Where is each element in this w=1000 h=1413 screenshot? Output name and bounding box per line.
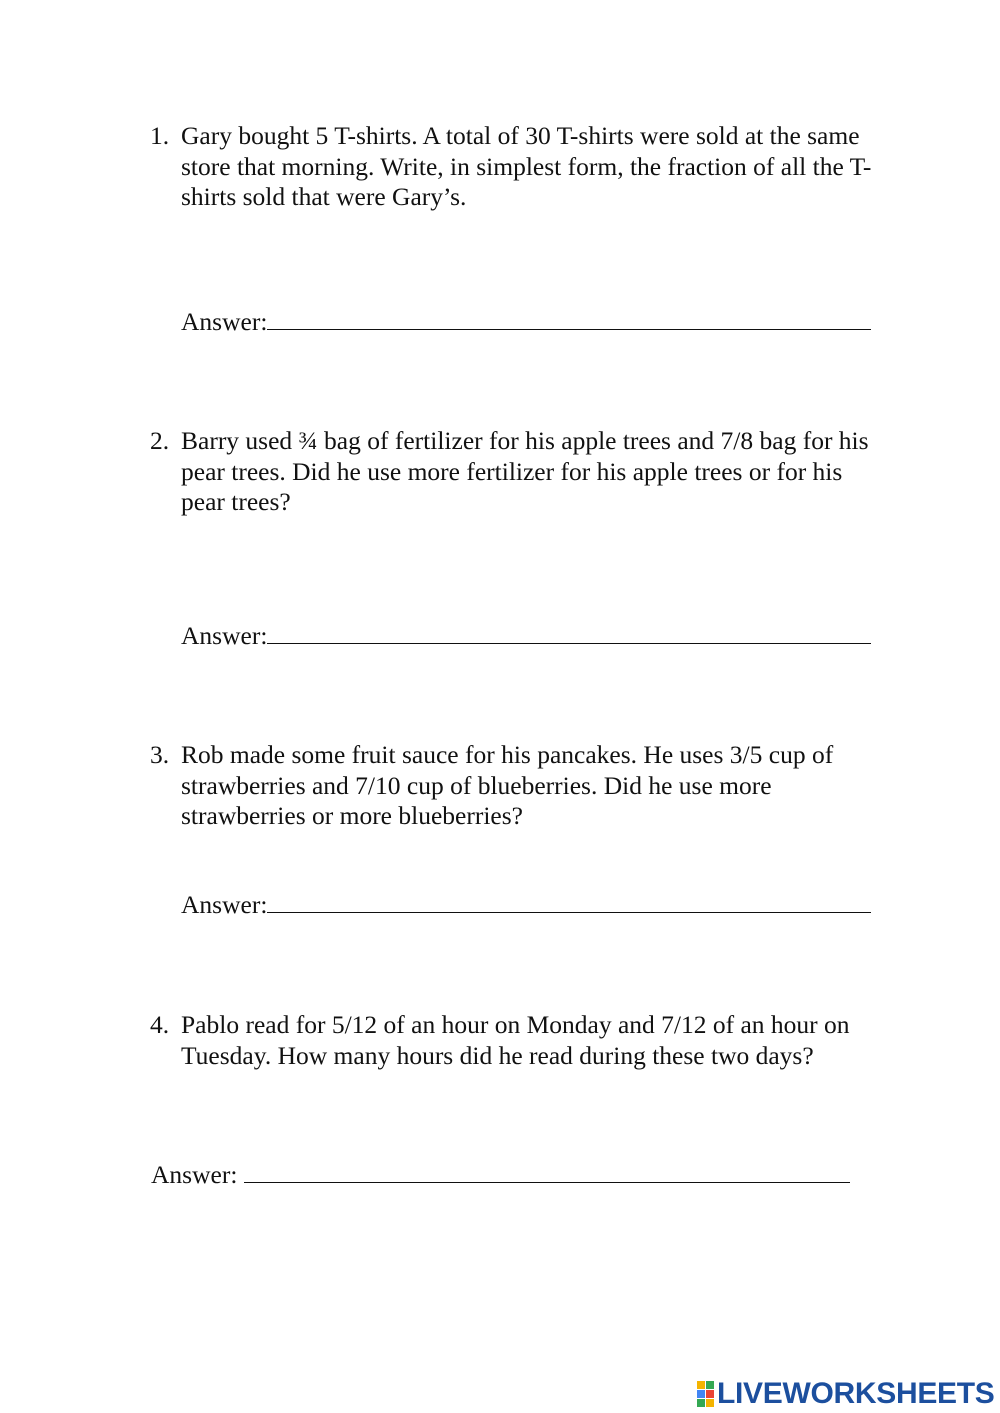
answer-label: Answer: xyxy=(181,307,268,336)
liveworksheets-logo xyxy=(697,1378,995,1410)
answer-row-2 xyxy=(181,621,871,651)
answer-field-4[interactable] xyxy=(244,1160,850,1183)
question-text: Barry used ¾ bag of fertilizer for his apple trees and 7/8 bag for his pear trees. Did he use more fertilizer for his apple trees or for his pear trees? xyxy=(181,426,869,516)
answer-label: Answer: xyxy=(151,1160,244,1189)
logo-tile xyxy=(706,1399,714,1407)
logo-tile xyxy=(697,1390,705,1398)
answer-label: Answer: xyxy=(181,621,268,650)
logo-tile xyxy=(706,1390,714,1398)
question-text: Pablo read for 5/12 of an hour on Monday and 7/12 of an hour on Tuesday. How many hours did he read during these two days? xyxy=(181,1010,850,1070)
question-text: Rob made some fruit sauce for his pancakes. He uses 3/5 cup of strawberries and 7/10 cup of blueberries. Did he use more strawberries or more blueberries? xyxy=(181,740,834,830)
answer-label: Answer: xyxy=(181,890,268,919)
logo-tile xyxy=(697,1399,705,1407)
answer-row-1 xyxy=(181,307,871,337)
logo-wordmark: LIVEWORKSHEETS xyxy=(717,1377,995,1410)
logo-tile xyxy=(697,1381,705,1389)
logo-tile xyxy=(706,1381,714,1389)
answer-field-3[interactable] xyxy=(267,890,871,913)
answer-row-4 xyxy=(151,1160,850,1190)
answer-row-3 xyxy=(181,890,871,920)
question-number: 1. xyxy=(150,121,170,150)
answer-field-1[interactable] xyxy=(267,307,871,330)
question-number: 4. xyxy=(150,1010,170,1039)
question-2 xyxy=(150,426,880,518)
question-text: Gary bought 5 T-shirts. A total of 30 T-shirts were sold at the same store that morning. Write, in simplest form, the fraction of all the T-shirts sold that were Gary’s. xyxy=(181,121,872,211)
question-4 xyxy=(150,1010,880,1071)
question-3 xyxy=(150,740,880,832)
question-1 xyxy=(150,121,880,213)
question-number: 2. xyxy=(150,426,170,455)
logo-tiles-icon xyxy=(697,1381,714,1407)
answer-field-2[interactable] xyxy=(267,621,871,644)
question-number: 3. xyxy=(150,740,170,769)
